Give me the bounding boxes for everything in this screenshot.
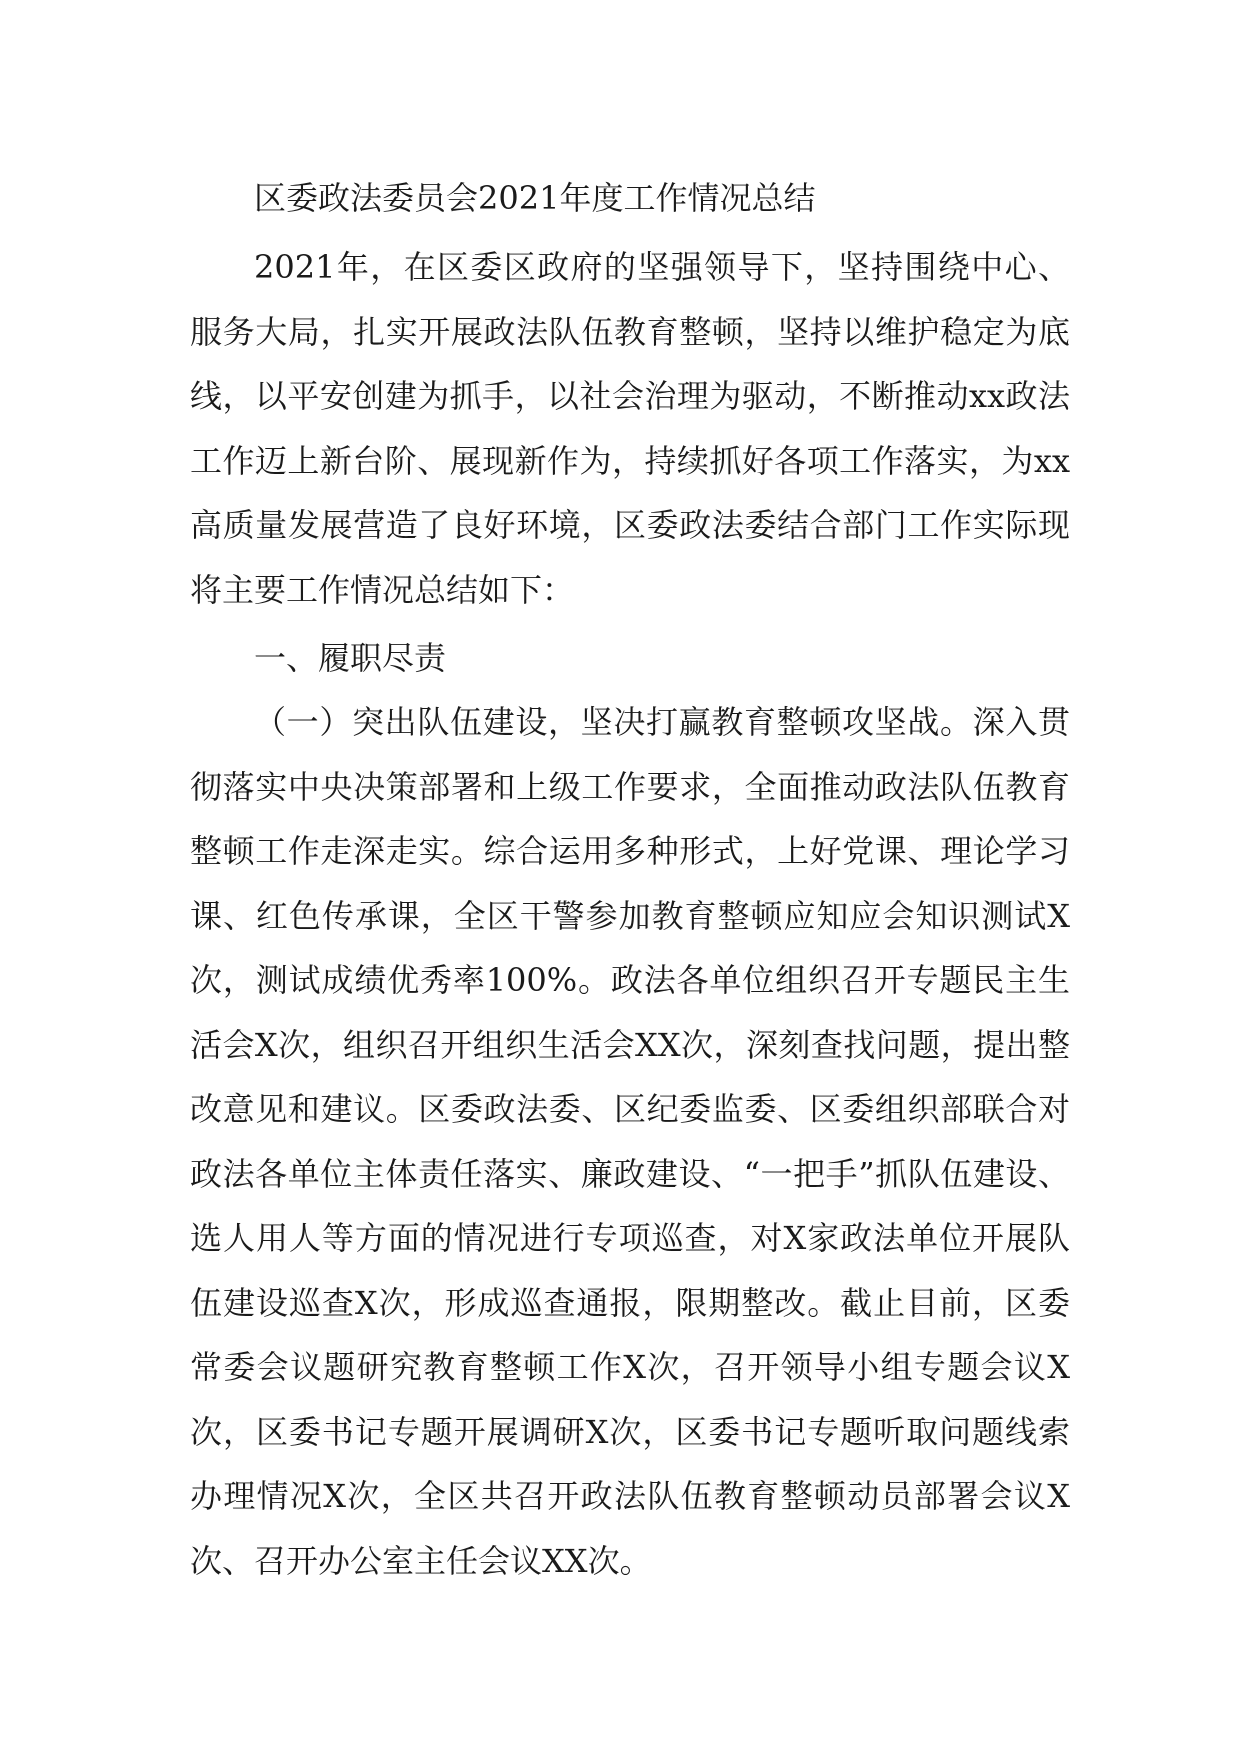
document-title: 区委政法委员会2021年度工作情况总结 [254,179,816,217]
body-paragraph: （一）突出队伍建设，坚决打赢教育整顿攻坚战。深入贯彻落实中央决策部署和上级工作要求，全面推动政法队伍教育整顿工作走深走实。综合运用多种形式，上好党课、理论学习课、红色传承课，全区干警参加教育整顿应知应会知识测试X次，测试成绩优秀率100%。政法各单位组织召开专题民主生活会X次，组织召开组织生活会XX次，深刻查找问题，提出整改意见和建议。区委政法委、区纪委监委、区委组织部联合对政法各单位主体责任落实、廉政建设、“一把手”抓队伍建设、选人用人等方面的情况进行专项巡查，对X家政法单位开展队伍建设巡查X次，形成巡查通报，限期整改。截止目前，区委常委会议题研究教育整顿工作X次，召开领导小组专题会议X次，区委书记专题开展调研X次，区委书记专题听取问题线索办理情况X次，全区共召开政法队伍教育整顿动员部署会议X次、召开办公室主任会议XX次。 [190,703,1070,1580]
intro-paragraph: 2021年，在区委区政府的坚强领导下，坚持围绕中心、服务大局，扎实开展政法队伍教育整顿，坚持以维护稳定为底线，以平安创建为抓手，以社会治理为驱动，不断推动xx政法工作迈上新台阶、展现新作为，持续抓好各项工作落实，为xx高质量发展营造了良好环境，区委政法委结合部门工作实际现将主要工作情况总结如下： [190,248,1070,609]
section-heading: 一、履职尽责 [254,639,447,677]
